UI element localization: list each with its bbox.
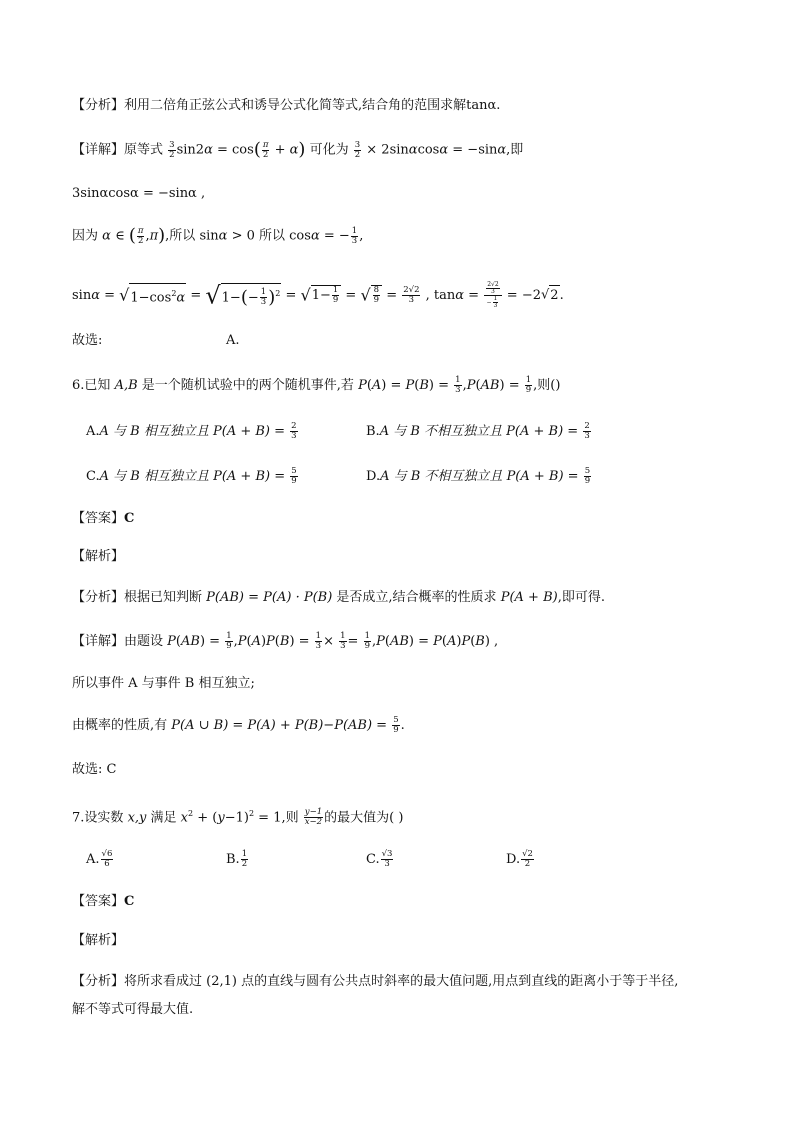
q5-detail-line: 【详解】原等式 $\frac{3}{2}$ sin2α = cos( $\frac{\pi}{2}$ + α) 可化为 $\frac{3}{2}$ × 2sinαcosα = −sinα,即	[72, 139, 524, 160]
option-den: 9	[584, 476, 591, 486]
q7-stem-mid2: ,则	[281, 810, 299, 826]
detail-tag: 【详解】	[72, 634, 125, 649]
option-num: 1	[241, 849, 248, 859]
q5-answer-label: 故选:	[72, 333, 103, 348]
q6-option-d	[366, 467, 592, 487]
q6-analysis	[72, 588, 605, 608]
option-label: A.	[86, 852, 100, 867]
q7-stem-mid: 满足	[150, 810, 177, 826]
q6-prop-line: 由概率的性质,有 P(A ∪ B) = P(A) + P(B)−P(AB) = $\frac{5}{9}$ .	[72, 715, 405, 735]
option-num: 5	[584, 466, 591, 476]
option-text: A 与 B 不相互独立且 P(A + B) =	[380, 469, 579, 484]
analysis-math: tanα	[466, 98, 497, 113]
prop-math: P(A ∪ B) = P(A) + P(B)−P(AB) =	[171, 718, 388, 733]
fraction-3-2: $\frac{3}{2}$	[169, 139, 175, 160]
q5-line3: 3sinαcosα = −sinα ,	[72, 186, 206, 201]
option-den: 2	[524, 859, 531, 869]
answer-tag: 【答案】	[72, 894, 125, 909]
option-text: A 与 B 相互独立且 P(A + B) =	[99, 469, 286, 484]
detail-end: ,即	[506, 142, 524, 158]
q7-stem-end: 的最大值为( )	[324, 810, 404, 826]
q6-stem-prefix: 已知	[84, 378, 111, 393]
q6-jiexi-tag: 【解析】	[72, 549, 125, 564]
option-label: B.	[366, 424, 380, 439]
option-text: A 与 B 相互独立且 P(A + B) =	[99, 424, 286, 439]
line4-mid1: ,所以	[165, 228, 196, 244]
option-num: √2	[522, 849, 533, 859]
q5-answer-value: A.	[226, 333, 240, 348]
option-text: A 与 B 不相互独立且 P(A + B) =	[379, 424, 579, 439]
line4-end: ,	[359, 228, 364, 244]
q6-number: 6.	[72, 378, 85, 393]
q6-detail: 【详解】由题设 P(AB) = $\frac{1}{9}$ ,P(A)P(B) = $\frac{1}{3}$ × $\frac{1}{3}$ = $\frac{1}{9}$ ,P(AB) = P(A)P(B) ,	[72, 631, 499, 651]
option-den: 2	[241, 859, 248, 869]
analysis-tag: 【分析】	[72, 98, 125, 113]
detail-tag: 【详解】	[72, 142, 125, 158]
option-den: 3	[384, 859, 390, 869]
analysis-math1: P(AB) = P(A) · P(B)	[206, 590, 333, 605]
detail-mid: 可化为	[309, 142, 349, 158]
option-den: 6	[104, 859, 110, 869]
answer-value: C	[124, 511, 135, 526]
option-den: 3	[291, 431, 297, 441]
option-num: 5	[291, 466, 297, 476]
answer-value: C	[124, 894, 135, 909]
q7-analysis-line2: 解不等式可得最大值.	[72, 1002, 194, 1017]
q7-analysis-line1	[72, 972, 678, 992]
q7-option-b	[226, 850, 249, 870]
detail-prefix: 原等式	[124, 142, 164, 158]
q7-stem: 7.设实数 x,y 满足 $x^2 + (y-1)^2 = 1$,则 $\frac{y-1}{x-2}$ 的最大值为( )	[72, 807, 404, 828]
q6-option-a	[86, 422, 299, 442]
q7-jiexi-tag: 【解析】	[72, 933, 125, 948]
answer-tag: 【答案】	[72, 511, 125, 526]
analysis-tag: 【分析】	[72, 590, 125, 605]
option-label: A.	[86, 424, 100, 439]
q6-final-answer: 故选: C	[72, 762, 117, 777]
option-label: D.	[506, 852, 521, 867]
option-den: 9	[291, 476, 297, 486]
q6-stem-text: 是一个随机试验中的两个随机事件,若	[141, 378, 354, 393]
q7-number: 7.	[72, 810, 85, 826]
q5-analysis-line	[72, 96, 500, 116]
q6-option-c	[86, 467, 299, 487]
option-num: √6	[101, 849, 113, 859]
q7-option-a	[86, 850, 114, 870]
option-label: B.	[226, 852, 240, 867]
analysis-text: 利用二倍角正弦公式和诱导公式化简等式,结合角的范围求解	[124, 98, 467, 113]
analysis-text1: 根据已知判断	[124, 590, 203, 605]
option-num: √3	[381, 849, 393, 859]
line4-prefix: 因为	[72, 228, 99, 244]
q5-line4: 因为 α ∈ ( $\frac{\pi}{2}$ ,π),所以 sinα > 0 所以 cosα = − $\frac{1}{3}$ ,	[72, 225, 364, 246]
q6-answer	[72, 509, 134, 529]
q7-answer	[72, 892, 134, 912]
option-label: D.	[366, 469, 381, 484]
prop-text: 由概率的性质,有	[72, 718, 168, 733]
analysis-text3: ,即可得.	[557, 590, 605, 605]
analysis-end: .	[496, 98, 501, 113]
q7-option-d	[506, 850, 535, 870]
option-num: 2	[584, 421, 590, 431]
q6-option-b	[366, 422, 592, 442]
option-num: 2	[291, 421, 297, 431]
analysis-text: 将所求看成过 (2,1) 点的直线与圆有公共点时斜率的最大值问题,用点到直线的距离小于等于半径,	[124, 974, 679, 989]
option-label: C.	[86, 469, 100, 484]
option-den: 3	[584, 431, 590, 441]
line4-mid2: 所以	[259, 228, 286, 244]
q6-stem: 6.已知 A,B 是一个随机试验中的两个随机事件,若 P(A) = P(B) = $\frac{1}{3}$ ,P(AB) = $\frac{1}{9}$ ,则()	[72, 375, 561, 395]
q7-vars: x,y	[127, 810, 147, 826]
q6-indep-line: 所以事件 A 与事件 B 相互独立;	[72, 676, 255, 691]
q7-stem-prefix: 设实数	[84, 810, 124, 826]
q6-stem-end: ,则()	[533, 378, 561, 393]
detail-text: 由题设	[124, 634, 164, 649]
analysis-math2: P(A + B)	[500, 590, 558, 605]
option-label: C.	[366, 852, 380, 867]
analysis-tag: 【分析】	[72, 974, 125, 989]
q5-sin-tan-line: $\sin\alpha = √1-\cos^2\alpha = √1-(-$ $\frac{1}{3}$ )$^2$ = √1− $\frac{1}{9}$ = √ $\frac{8}{9}$ = $\frac{2√2}{3}$ , tanα = $\frac{2√2}{3}$ − $\frac{1}{3}$ = −2√2.	[72, 281, 564, 310]
q6-events: A,B	[114, 378, 138, 393]
analysis-text2: 是否成立,结合概率的性质求	[336, 590, 497, 605]
q7-option-c	[366, 850, 394, 870]
